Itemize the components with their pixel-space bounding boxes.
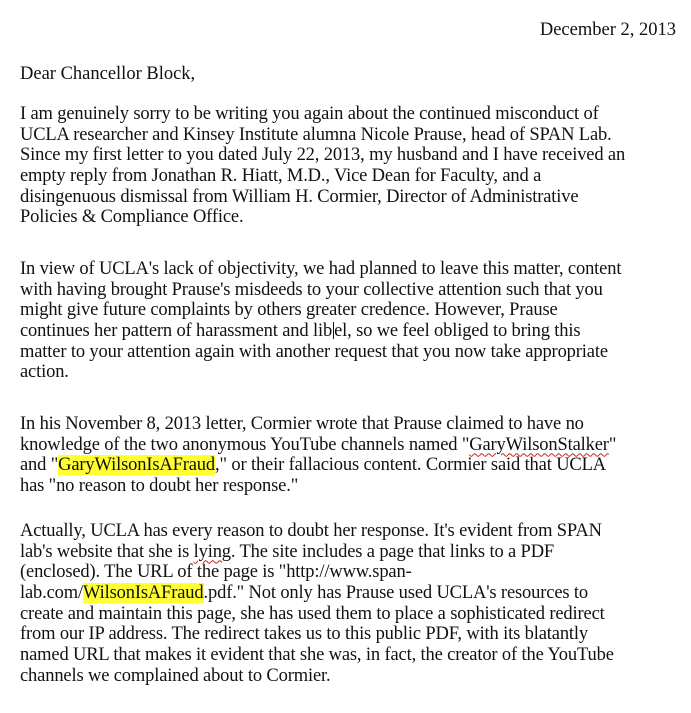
- paragraph-line: action.: [20, 362, 69, 383]
- letter-date: December 2, 2013: [539, 20, 676, 40]
- text-segment: el, so we feel obliged to bring this: [334, 321, 581, 342]
- paragraph-line: In view of UCLA's lack of objectivity, we had planned to leave this matter, content: [20, 259, 622, 279]
- paragraph-line: create and maintain this page, she has used them to place a sophisticated redirect: [20, 603, 605, 624]
- paragraph-line: UCLA researcher and Kinsey Institute alumna Nicole Prause, head of SPAN Lab.: [20, 124, 612, 145]
- text-segment: continues her pattern of harassment and lib: [20, 321, 333, 342]
- paragraph-line: [20, 455, 690, 476]
- paragraph-line: [20, 321, 690, 342]
- paragraph-line: [20, 542, 690, 563]
- paragraph-line: might give future complaints by others greater credence. However, Prause: [20, 300, 558, 321]
- paragraph-line: [20, 583, 690, 604]
- text-segment: lab's website that she is: [20, 541, 194, 562]
- text-segment: and ": [20, 455, 59, 476]
- text-segment: .pdf." Not only has Prause used UCLA's resources to: [203, 583, 588, 604]
- paragraph-line: Since my first letter to you dated July 22, 2013, my husband and I have received an: [20, 145, 626, 166]
- text-segment: ," or their fallacious content. Cormier said that UCLA: [215, 455, 606, 476]
- paragraph-2: [20, 259, 690, 383]
- paragraph-line: Actually, UCLA has every reason to doubt her response. It's evident from SPAN: [20, 521, 602, 541]
- paragraph-line: Policies & Compliance Office.: [20, 207, 244, 228]
- paragraph-1: [20, 104, 690, 228]
- salutation: Dear Chancellor Block,: [20, 64, 196, 84]
- paragraph-line: [20, 435, 690, 456]
- paragraph-line: matter to your attention again with another request that you now take appropriate: [20, 341, 608, 362]
- paragraph-line: (enclosed). The URL of the page is "http://www.span-: [20, 562, 412, 583]
- paragraph-line: has "no reason to doubt her response.": [20, 476, 299, 497]
- highlighted-text: GaryWilsonIsAFraud: [58, 455, 216, 476]
- paragraph-line: from our IP address. The redirect takes us to this public PDF, with its blatantly: [20, 624, 589, 645]
- spellcheck-flagged-word: lying: [193, 541, 231, 562]
- paragraph-line: I am genuinely sorry to be writing you again about the continued misconduct of: [20, 104, 599, 124]
- highlighted-text: WilsonIsAFraud: [83, 583, 204, 604]
- text-segment: lab.com/: [20, 583, 84, 604]
- paragraph-line: empty reply from Jonathan R. Hiatt, M.D., Vice Dean for Faculty, and a: [20, 166, 542, 187]
- text-segment: knowledge of the two anonymous YouTube channels named ": [20, 434, 470, 455]
- paragraph-4: [20, 521, 690, 687]
- paragraph-line: named URL that makes it evident that she was, in fact, the creator of the YouTube: [20, 645, 614, 666]
- paragraph-line: disingenuous dismissal from William H. Cormier, Director of Administrative: [20, 186, 579, 207]
- paragraph-line: channels we complained about to Cormier.: [20, 665, 331, 686]
- paragraph-line: In his November 8, 2013 letter, Cormier wrote that Prause claimed to have no: [20, 414, 584, 434]
- text-segment: . The site includes a page that links to a PDF: [230, 541, 555, 562]
- paragraph-3: [20, 414, 690, 497]
- text-segment: ": [608, 434, 617, 455]
- spellcheck-flagged-word: GaryWilsonStalker: [469, 434, 609, 455]
- paragraph-line: with having brought Prause's misdeeds to your collective attention such that you: [20, 279, 603, 300]
